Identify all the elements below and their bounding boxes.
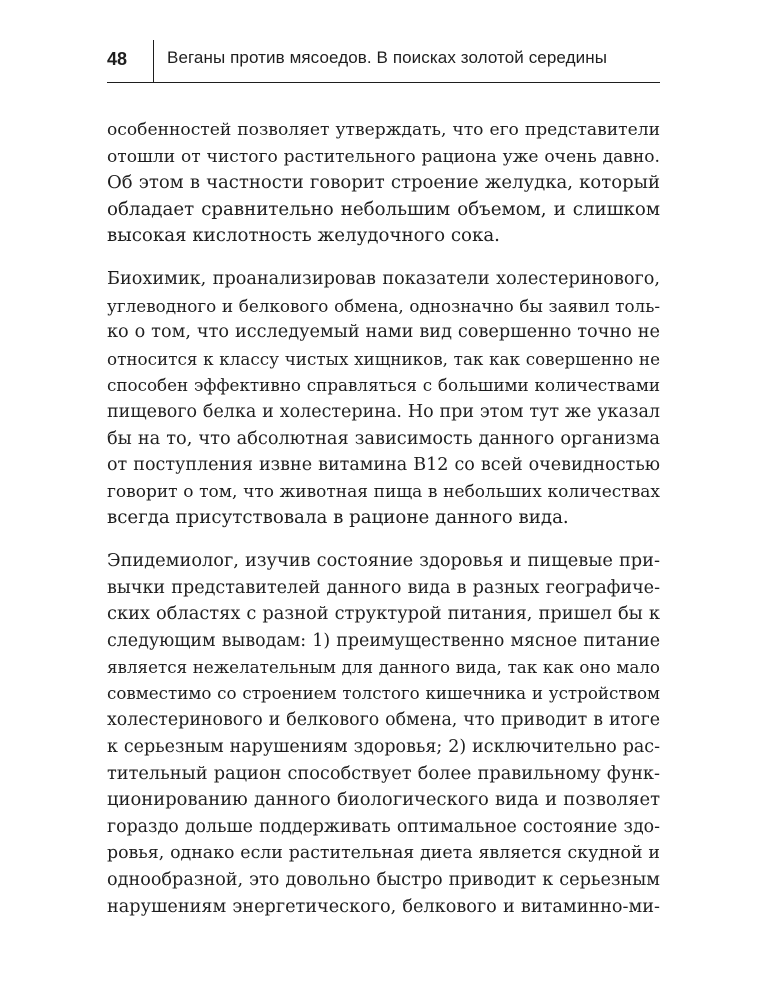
text-line: к серьезным нарушениям здоровья; 2) исключительно рас-	[107, 737, 660, 758]
header-divider	[153, 40, 154, 82]
text-line: вычки представителей данного вида в разных географиче-	[107, 577, 660, 598]
text-line: говорит о том, что животная пища в небольших количествах	[107, 481, 660, 502]
text-line: ко о том, что исследуемый нами вид совершенно точно не	[107, 322, 660, 343]
header-rule	[107, 82, 660, 83]
text-line: ских областях с разной структурой питания, пришел бы к	[107, 603, 660, 625]
text-line: ровья, однако если растительная диета является скудной и	[107, 843, 660, 864]
text-line: совместимо со строением толстого кишечника и устройством	[107, 683, 660, 703]
paragraph-1	[107, 117, 660, 250]
body-text	[107, 117, 660, 936]
text-line: способен эффективно справляться с большими количествами	[107, 375, 660, 396]
page-number: 48	[107, 49, 128, 69]
text-line: от поступления извне витамина B12 со всей очевидностью	[107, 455, 660, 476]
text-line: нарушениям энергетического, белкового и витаминно-ми-	[107, 896, 660, 917]
text-line: Об этом в частности говорит строение желудка, который	[107, 172, 660, 194]
text-line: бы на то, что абсолютная зависимость данного организма	[107, 428, 660, 449]
paragraph-2	[107, 266, 660, 532]
text-line: относится к классу чистых хищников, так как совершенно не	[107, 348, 660, 369]
text-line: является нежелательным для данного вида, так как оно мало	[107, 657, 660, 678]
text-line: обладает сравнительно небольшим объемом, и слишком	[107, 198, 660, 220]
text-line: следующим выводам: 1) преимущественно мясное питание	[107, 630, 660, 651]
text-line: высокая кислотность желудочного сока.	[107, 225, 500, 247]
text-line: всегда присутствовала в рационе данного вида.	[107, 507, 569, 529]
text-line: отошли от чистого растительного рациона уже очень давно.	[107, 146, 660, 167]
text-line: ционированию данного биологического вида и позволяет	[107, 789, 660, 811]
running-title: Веганы против мясоедов. В поисках золотой середины	[167, 48, 608, 67]
text-line: гораздо дольше поддерживать оптимальное состояние здо-	[107, 816, 660, 837]
text-line: тительный рацион способствует более правильному функ-	[107, 763, 660, 784]
page-header	[0, 0, 767, 90]
text-line: Эпидемиолог, изучив состояние здоровья и пищевые при-	[107, 550, 660, 571]
text-line: холестеринового и белкового обмена, что приводит в итоге	[107, 710, 660, 731]
text-line: особенностей позволяет утверждать, что его представители	[107, 120, 660, 140]
paragraph-3	[107, 548, 660, 920]
text-line: однообразной, это довольно быстро приводит к серьезным	[107, 870, 660, 891]
text-line: углеводного и белкового обмена, однозначно бы заявил толь-	[107, 295, 660, 316]
text-line: пищевого белка и холестерина. Но при этом тут же указал	[107, 401, 660, 422]
text-line: Биохимик, проанализировав показатели холестеринового,	[107, 268, 660, 289]
